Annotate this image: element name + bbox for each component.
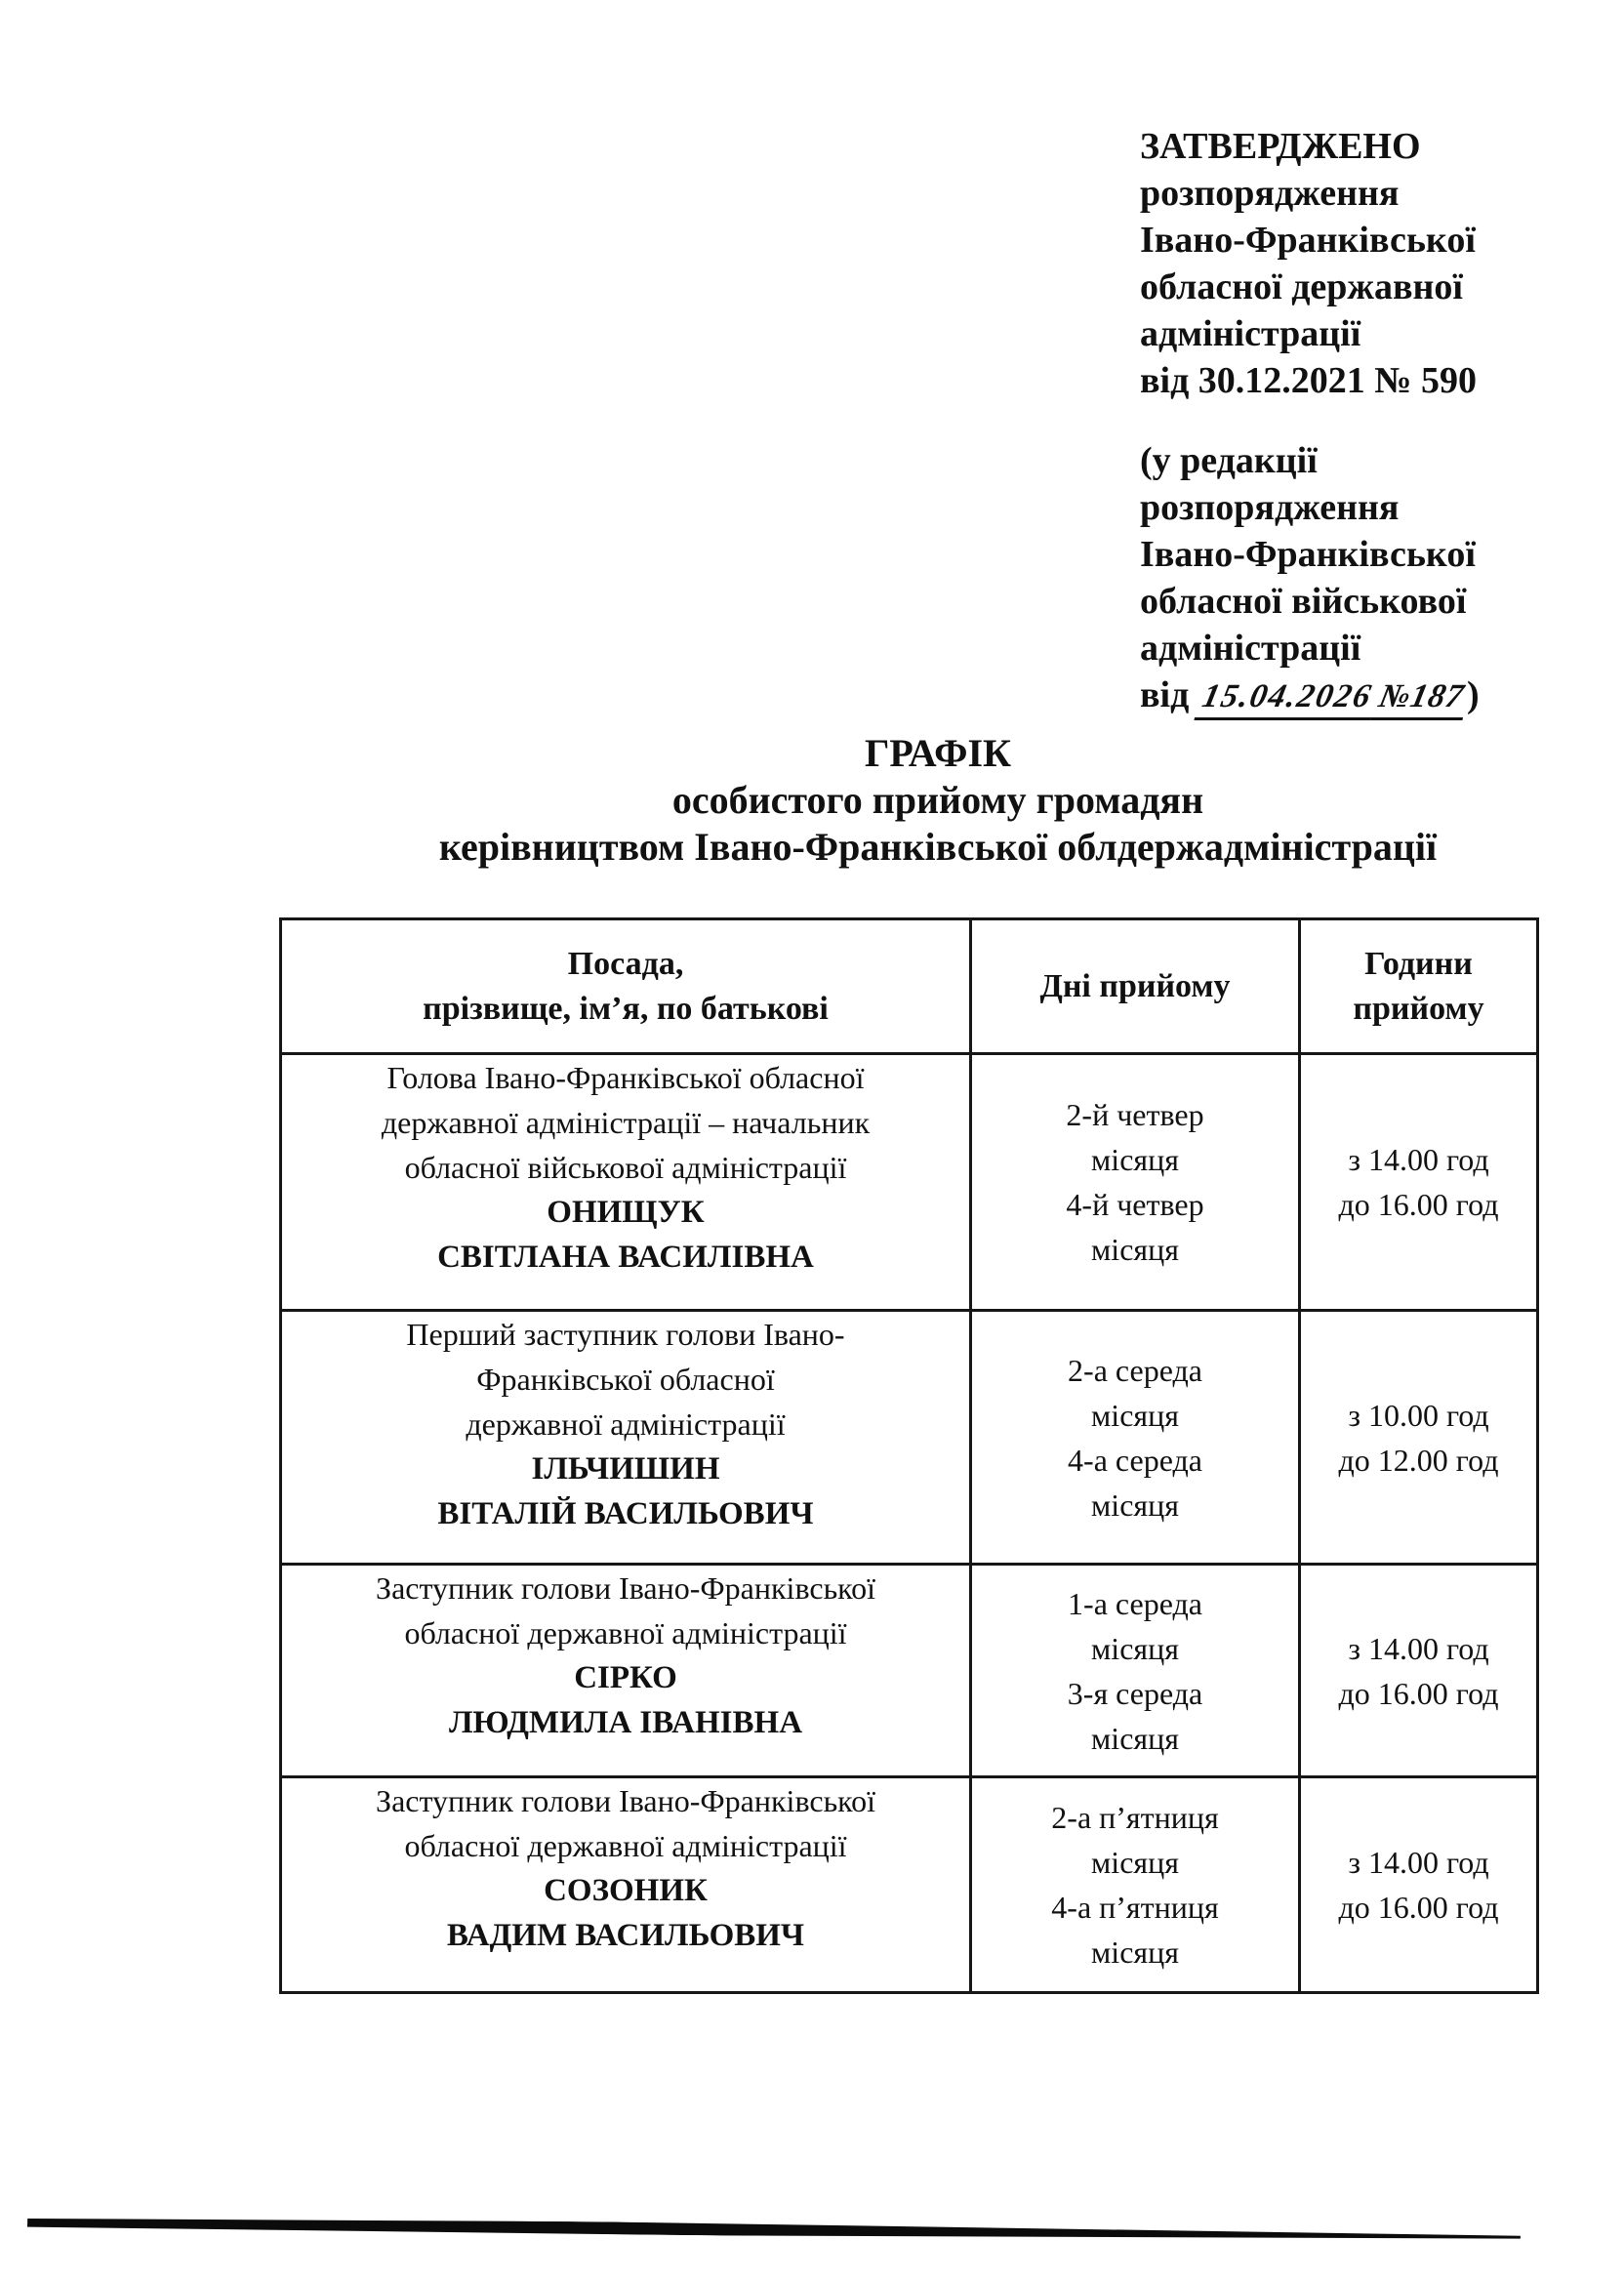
header-reception-days	[971, 919, 1300, 1054]
days-cell	[971, 1565, 1300, 1777]
approval-line: Івано-Франківської	[1140, 220, 1476, 261]
table-row	[281, 1311, 1538, 1565]
hours-line: з 14.00 год	[1348, 1630, 1489, 1666]
approval-date-line: від 30.12.2021 № 590	[1140, 360, 1477, 401]
position-line: Голова Івано-Франківської обласної	[386, 1060, 865, 1095]
hours-line: з 14.00 год	[1348, 1845, 1489, 1880]
title-line-1: ГРАФІК	[864, 731, 1012, 775]
approval-block	[1140, 123, 1560, 404]
days-line: місяця	[1091, 1232, 1179, 1267]
reception-schedule-table	[279, 917, 1539, 1994]
given-names: ВІТАЛІЙ ВАСИЛЬОВИЧ	[437, 1496, 814, 1531]
hours-line: до 12.00 год	[1338, 1442, 1499, 1478]
closing-paren: )	[1466, 674, 1480, 715]
surname: СОЗОНИК	[544, 1873, 708, 1908]
handwritten-date: 15.04.2026	[1194, 678, 1379, 720]
position-cell	[281, 1054, 971, 1311]
position-cell	[281, 1311, 971, 1565]
days-line: 2-а п’ятниця	[1051, 1800, 1219, 1835]
surname: СІРКО	[574, 1660, 677, 1695]
approval-line: розпорядження	[1140, 173, 1400, 214]
handwritten-number	[1370, 678, 1471, 720]
given-names: СВІТЛАНА ВАСИЛІВНА	[437, 1240, 814, 1275]
hours-line: до 16.00 год	[1338, 1187, 1499, 1222]
approval-line: адміністрації	[1140, 313, 1361, 354]
days-line: місяця	[1091, 1487, 1179, 1523]
revision-line: розпорядження	[1140, 487, 1400, 528]
approval-line: обласної державної	[1140, 266, 1463, 307]
position-line: обласної державної адміністрації	[404, 1828, 847, 1863]
hours-cell	[1300, 1565, 1538, 1777]
revision-line: Івано-Франківської	[1140, 534, 1476, 575]
position-line: Франківської обласної	[476, 1362, 775, 1397]
title-line-3: керівництвом Івано-Франківської облдержадміністрації	[438, 825, 1438, 869]
from-label: від	[1140, 674, 1190, 715]
hours-line: до 16.00 год	[1338, 1675, 1499, 1711]
days-line: 4-а п’ятниця	[1051, 1890, 1219, 1925]
revision-line: обласної військової	[1140, 581, 1467, 622]
days-cell	[971, 1054, 1300, 1311]
title-line-2: особистого прийому громадян	[671, 778, 1204, 822]
position-cell	[281, 1777, 971, 1993]
header-line: Дні прийому	[1039, 967, 1231, 1004]
position-line: Заступник голови Івано-Франківської	[376, 1783, 875, 1818]
revision-line: адміністрації	[1140, 628, 1361, 669]
days-line: місяця	[1091, 1720, 1179, 1756]
days-line: місяця	[1091, 1142, 1179, 1177]
header-line: прізвище, ім’я, по батькові	[423, 990, 829, 1027]
days-line: 2-а середа	[1068, 1352, 1202, 1388]
days-line: місяця	[1091, 1630, 1179, 1666]
header-position-name	[281, 919, 971, 1054]
header-line: прийому	[1353, 990, 1484, 1027]
table-row	[281, 1054, 1538, 1311]
surname: ОНИЩУК	[547, 1195, 705, 1230]
position-line: Заступник голови Івано-Франківської	[376, 1570, 875, 1606]
revision-line: (у редакції	[1140, 440, 1318, 481]
days-line: 3-я середа	[1067, 1675, 1203, 1711]
scan-artifact-streak	[27, 2217, 1521, 2244]
number-value: 187	[1406, 678, 1468, 714]
header-reception-hours	[1300, 919, 1538, 1054]
days-line: місяця	[1091, 1397, 1179, 1433]
position-line: Перший заступник голови Івано-	[406, 1317, 845, 1352]
header-line: Години	[1364, 945, 1473, 982]
table-row	[281, 1565, 1538, 1777]
revision-block	[1140, 437, 1589, 720]
position-line: обласної державної адміністрації	[404, 1615, 847, 1650]
hours-cell	[1300, 1054, 1538, 1311]
position-line: державної адміністрації – начальник	[381, 1105, 871, 1140]
position-cell	[281, 1565, 971, 1777]
numero-sign: №	[1375, 678, 1415, 714]
surname: ІЛЬЧИШИН	[531, 1451, 720, 1487]
days-line: 4-й четвер	[1066, 1187, 1204, 1222]
hours-line: з 14.00 год	[1348, 1142, 1489, 1177]
days-line: 2-й четвер	[1066, 1097, 1204, 1132]
table-row	[281, 1777, 1538, 1993]
position-line: державної адміністрації	[466, 1406, 786, 1442]
days-line: 4-а середа	[1068, 1442, 1202, 1478]
document-title	[279, 730, 1597, 871]
header-row	[281, 919, 1538, 1054]
days-line: 1-а середа	[1068, 1585, 1202, 1621]
revision-date-line	[1140, 672, 1589, 720]
days-line: місяця	[1091, 1935, 1179, 1970]
days-cell	[971, 1311, 1300, 1565]
header-line: Посада,	[567, 945, 684, 982]
approval-line: ЗАТВЕРДЖЕНО	[1140, 126, 1421, 167]
given-names: ЛЮДМИЛА ІВАНІВНА	[448, 1705, 803, 1740]
days-line: місяця	[1091, 1845, 1179, 1880]
position-line: обласної військової адміністрації	[404, 1150, 847, 1185]
given-names: ВАДИМ ВАСИЛЬОВИЧ	[446, 1918, 805, 1953]
days-cell	[971, 1777, 1300, 1993]
hours-cell	[1300, 1311, 1538, 1565]
hours-cell	[1300, 1777, 1538, 1993]
hours-line: з 10.00 год	[1348, 1397, 1489, 1433]
hours-line: до 16.00 год	[1338, 1890, 1499, 1925]
